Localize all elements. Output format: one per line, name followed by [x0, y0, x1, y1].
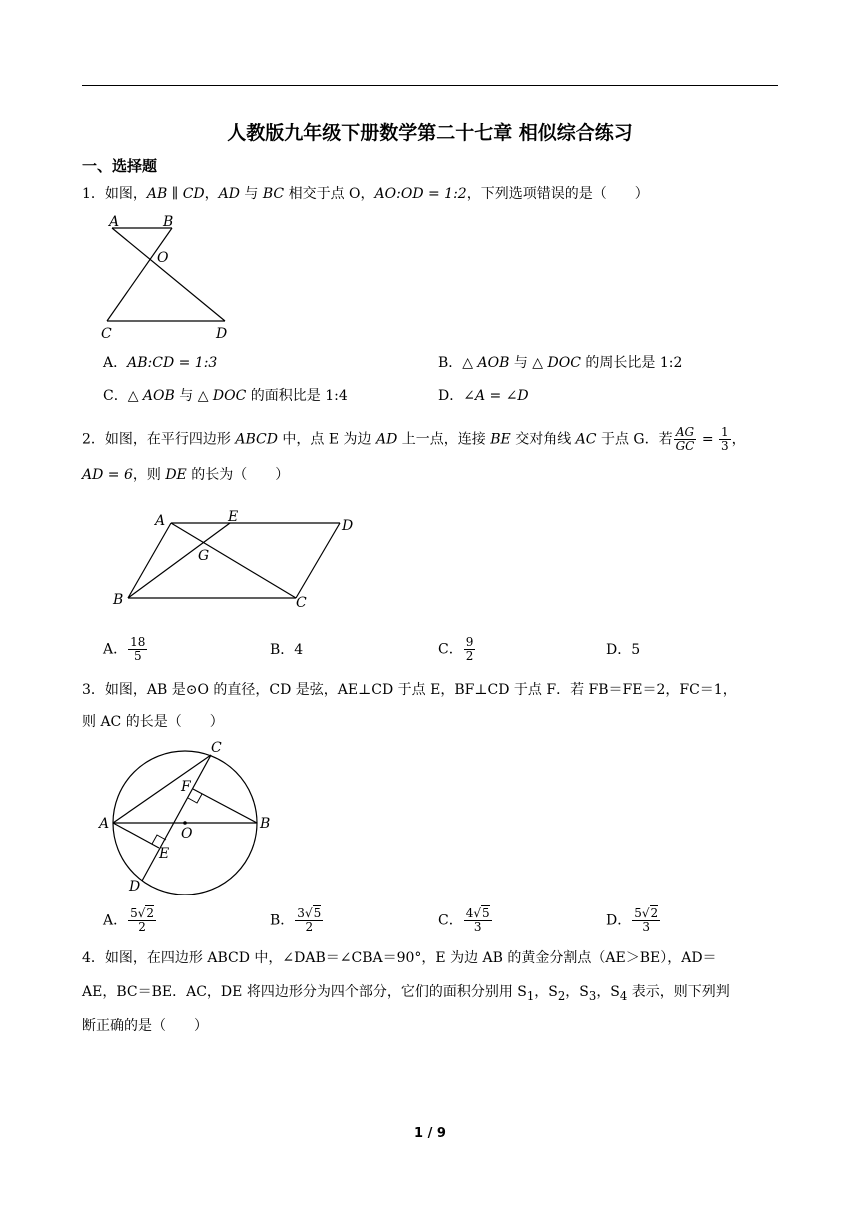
q1-label-d: D — [216, 326, 228, 342]
q3-option-b[interactable]: B． $\frac{3√5}{2}$ — [270, 906, 322, 934]
q1-label-a: A — [109, 214, 120, 230]
q4-stem-line2: AE，BC＝BE．AC，DE 将四边形分为四个部分，它们的面积分别用 $S_1$，$S_2$，$S_3$，$S_4$ 表示，则下列判 — [82, 984, 730, 1003]
q2-option-d[interactable]: D．5 — [606, 642, 641, 658]
q3-center-dot — [183, 821, 187, 825]
q1-segment-bc — [107, 228, 172, 321]
q2-option-c[interactable]: C． $\frac{9}{2}$ — [438, 635, 474, 663]
q1-stem: 1．如图，AB ∥ CD，AD 与 BC 相交于点 O，AO:OD = 1:2，下列选项错误的是（ ） — [82, 186, 649, 202]
q2-figure — [108, 505, 368, 610]
q2-label-e: E — [228, 509, 239, 525]
q3-label-o: O — [181, 826, 193, 842]
q1-label-b: B — [163, 214, 174, 230]
q3-chord-cd — [142, 755, 211, 881]
q3-label-e: E — [159, 846, 170, 862]
q3-right-angle-e — [152, 835, 166, 844]
q3-option-c[interactable]: C． $\frac{4√5}{3}$ — [438, 906, 490, 934]
q2-stem-line2: AD = 6，则 DE 的长为（ ） — [82, 467, 290, 483]
q2-diagonal-ac — [171, 523, 296, 598]
header-rule — [82, 85, 778, 86]
q3-option-a[interactable]: A． $\frac{5√2}{2}$ — [103, 906, 155, 934]
q3-label-d: D — [129, 879, 141, 895]
q4-stem-line1: 4．如图，在四边形 ABCD 中，∠DAB＝∠CBA＝90°，E 为边 AB 的黄金分割点（AE＞BE），AD＝ — [82, 950, 717, 966]
q4-stem-line3: 断正确的是（ ） — [82, 1018, 208, 1034]
q2-label-a: A — [155, 513, 166, 529]
q3-right-angle-f — [188, 794, 202, 803]
q1-label-o: O — [157, 250, 169, 266]
q2-label-g: G — [198, 548, 210, 564]
q3-stem-line1: 3．如图，AB 是⊙O 的直径，CD 是弦，AE⊥CD 于点 E，BF⊥CD 于点 F．若 FB＝FE＝2，FC＝1， — [82, 682, 737, 698]
q3-option-d[interactable]: D． $\frac{5√2}{3}$ — [606, 906, 659, 934]
q1-segment-ad — [112, 228, 225, 321]
section-heading: 一、选择题 — [82, 157, 158, 175]
q2-label-d: D — [342, 518, 354, 534]
q3-segment-ac — [113, 755, 211, 823]
q2-ratio-fraction: $\frac{AG}{GC}$ — [675, 425, 695, 453]
q1-option-c[interactable]: C．△ AOB 与 △ DOC 的面积比是 1:4 — [103, 388, 348, 404]
q2-option-b[interactable]: B．4 — [270, 642, 304, 658]
q2-label-c: C — [296, 595, 307, 610]
q2-option-a[interactable]: A． $\frac{18}{5}$ — [103, 635, 146, 663]
q2-segment-ba — [128, 523, 171, 598]
q2-label-b: B — [113, 592, 124, 608]
page-title: 人教版九年级下册数学第二十七章 相似综合练习 — [227, 122, 633, 144]
q3-stem-line2: 则 AC 的长是（ ） — [82, 714, 224, 730]
q2-segment-dc — [296, 523, 340, 598]
q2-stem-line1: 2．如图，在平行四边形 ABCD 中，点 E 为边 AD 上一点，连接 BE 交对角线 AC 于点 G．若 $\frac{AG}{GC}$ = $\frac{1}{3}$ ， — [82, 425, 746, 453]
q3-label-b: B — [260, 816, 271, 832]
q1-figure — [95, 210, 245, 345]
q1-label-c: C — [101, 326, 112, 342]
q3-label-c: C — [211, 740, 222, 756]
q1-option-a[interactable]: A．AB:CD = 1:3 — [103, 355, 218, 371]
q3-label-a: A — [99, 816, 110, 832]
q1-option-b[interactable]: B．△ AOB 与 △ DOC 的周长比是 1:2 — [438, 355, 683, 371]
q2-segment-be — [128, 523, 230, 598]
q3-label-f: F — [181, 779, 191, 795]
q3-segment-bf — [193, 789, 257, 823]
q3-segment-ae — [113, 823, 159, 848]
q1-option-d[interactable]: D．∠A = ∠D — [438, 388, 529, 404]
q3-figure — [95, 735, 280, 895]
page-number: 1 / 9 — [414, 1126, 446, 1141]
